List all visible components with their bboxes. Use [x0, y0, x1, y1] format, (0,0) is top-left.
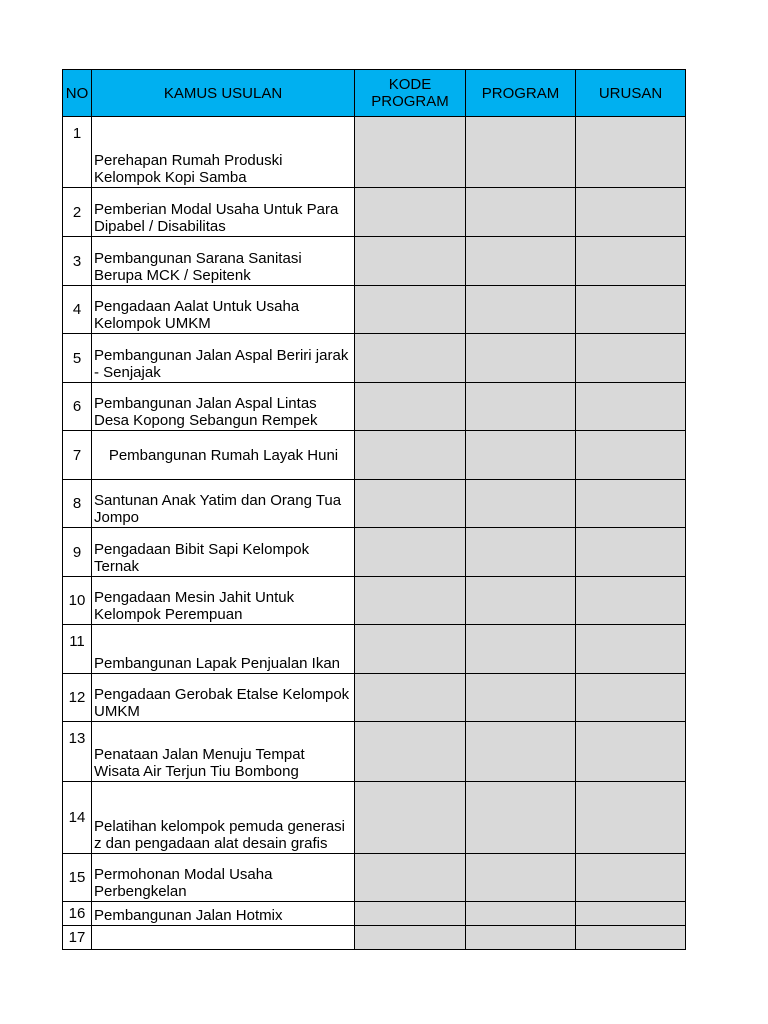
- kamus-usulan-cell: Permohonan Modal Usaha Perbengkelan: [92, 854, 355, 902]
- kamus-usulan-cell: Santunan Anak Yatim dan Orang Tua Jompo: [92, 480, 355, 528]
- program-cell: [466, 926, 576, 950]
- kode-program-cell: [355, 722, 466, 782]
- row-number: 4: [63, 286, 92, 334]
- program-cell: [466, 577, 576, 625]
- table-row: [63, 528, 686, 577]
- table-row: [63, 480, 686, 528]
- urusan-cell: [576, 431, 686, 480]
- kamus-usulan-cell: [92, 926, 355, 950]
- row-number: 7: [63, 431, 92, 480]
- kamus-usulan-cell: Pelatihan kelompok pemuda generasi z dan pengadaan alat desain grafis: [92, 782, 355, 854]
- table-row: [63, 625, 686, 674]
- program-cell: [466, 383, 576, 431]
- row-number: 13: [63, 722, 92, 782]
- program-cell: [466, 902, 576, 926]
- kode-program-cell: [355, 926, 466, 950]
- kamus-usulan-cell: Pengadaan Aalat Untuk Usaha Kelompok UMKM: [92, 286, 355, 334]
- program-cell: [466, 431, 576, 480]
- kamus-usulan-cell: Pengadaan Mesin Jahit Untuk Kelompok Perempuan: [92, 577, 355, 625]
- program-cell: [466, 674, 576, 722]
- kamus-usulan-cell: Pengadaan Bibit Sapi Kelompok Ternak: [92, 528, 355, 577]
- table-row: [63, 286, 686, 334]
- table-row: [63, 383, 686, 431]
- table-row: [63, 674, 686, 722]
- program-cell: [466, 625, 576, 674]
- row-number: 16: [63, 902, 92, 926]
- table-row: [63, 854, 686, 902]
- kamus-usulan-cell: Perehapan Rumah Produski Kelompok Kopi Samba: [92, 117, 355, 188]
- header-kode-program: KODE PROGRAM: [355, 70, 466, 117]
- kode-program-cell: [355, 117, 466, 188]
- kamus-usulan-cell: Pemberian Modal Usaha Untuk Para Dipabel / Disabilitas: [92, 188, 355, 237]
- kamus-usulan-cell: Pembangunan Jalan Aspal Lintas Desa Kopong Sebangun Rempek: [92, 383, 355, 431]
- kode-program-cell: [355, 188, 466, 237]
- program-cell: [466, 722, 576, 782]
- kamus-usulan-cell: Pembangunan Lapak Penjualan Ikan: [92, 625, 355, 674]
- table-row: [63, 722, 686, 782]
- urusan-cell: [576, 722, 686, 782]
- urusan-cell: [576, 926, 686, 950]
- urusan-cell: [576, 480, 686, 528]
- urusan-cell: [576, 854, 686, 902]
- program-cell: [466, 854, 576, 902]
- kamus-usulan-cell: Penataan Jalan Menuju Tempat Wisata Air Terjun Tiu Bombong: [92, 722, 355, 782]
- urusan-cell: [576, 237, 686, 286]
- kode-program-cell: [355, 528, 466, 577]
- kamus-usulan-cell: Pengadaan Gerobak Etalse Kelompok UMKM: [92, 674, 355, 722]
- kode-program-cell: [355, 237, 466, 286]
- program-cell: [466, 188, 576, 237]
- kode-program-cell: [355, 902, 466, 926]
- program-cell: [466, 117, 576, 188]
- row-number: 11: [63, 625, 92, 674]
- urusan-cell: [576, 286, 686, 334]
- kode-program-cell: [355, 334, 466, 383]
- program-cell: [466, 528, 576, 577]
- program-cell: [466, 286, 576, 334]
- urusan-cell: [576, 383, 686, 431]
- kamus-usulan-cell: Pembangunan Sarana Sanitasi Berupa MCK / Sepitenk: [92, 237, 355, 286]
- kode-program-cell: [355, 625, 466, 674]
- header-program: PROGRAM: [466, 70, 576, 117]
- usulan-table: [62, 69, 686, 950]
- urusan-cell: [576, 334, 686, 383]
- row-number: 9: [63, 528, 92, 577]
- program-cell: [466, 480, 576, 528]
- row-number: 2: [63, 188, 92, 237]
- kode-program-cell: [355, 782, 466, 854]
- urusan-cell: [576, 902, 686, 926]
- row-number: 17: [63, 926, 92, 950]
- kode-program-cell: [355, 431, 466, 480]
- header-no: NO: [63, 70, 92, 117]
- urusan-cell: [576, 577, 686, 625]
- row-number: 3: [63, 237, 92, 286]
- kode-program-cell: [355, 674, 466, 722]
- kode-program-cell: [355, 286, 466, 334]
- header-kamus-usulan: KAMUS USULAN: [92, 70, 355, 117]
- program-cell: [466, 237, 576, 286]
- table-row: [63, 902, 686, 926]
- kode-program-cell: [355, 577, 466, 625]
- row-number: 1: [63, 117, 92, 188]
- kode-program-cell: [355, 480, 466, 528]
- kode-program-cell: [355, 854, 466, 902]
- table-row: [63, 117, 686, 188]
- kode-program-cell: [355, 383, 466, 431]
- row-number: 12: [63, 674, 92, 722]
- table-row: [63, 334, 686, 383]
- table-row: [63, 188, 686, 237]
- row-number: 5: [63, 334, 92, 383]
- row-number: 8: [63, 480, 92, 528]
- urusan-cell: [576, 625, 686, 674]
- table-row: [63, 237, 686, 286]
- urusan-cell: [576, 782, 686, 854]
- urusan-cell: [576, 117, 686, 188]
- row-number: 15: [63, 854, 92, 902]
- header-row: [63, 70, 686, 117]
- row-number: 6: [63, 383, 92, 431]
- row-number: 10: [63, 577, 92, 625]
- row-number: 14: [63, 782, 92, 854]
- table-row: [63, 926, 686, 950]
- kamus-usulan-cell: Pembangunan Jalan Aspal Beriri jarak - Senjajak: [92, 334, 355, 383]
- table-row: [63, 577, 686, 625]
- urusan-cell: [576, 528, 686, 577]
- table-row: [63, 431, 686, 480]
- table-row: [63, 782, 686, 854]
- program-cell: [466, 334, 576, 383]
- header-urusan: URUSAN: [576, 70, 686, 117]
- kamus-usulan-cell: Pembangunan Rumah Layak Huni: [92, 431, 355, 480]
- urusan-cell: [576, 674, 686, 722]
- kamus-usulan-cell: Pembangunan Jalan Hotmix: [92, 902, 355, 926]
- urusan-cell: [576, 188, 686, 237]
- program-cell: [466, 782, 576, 854]
